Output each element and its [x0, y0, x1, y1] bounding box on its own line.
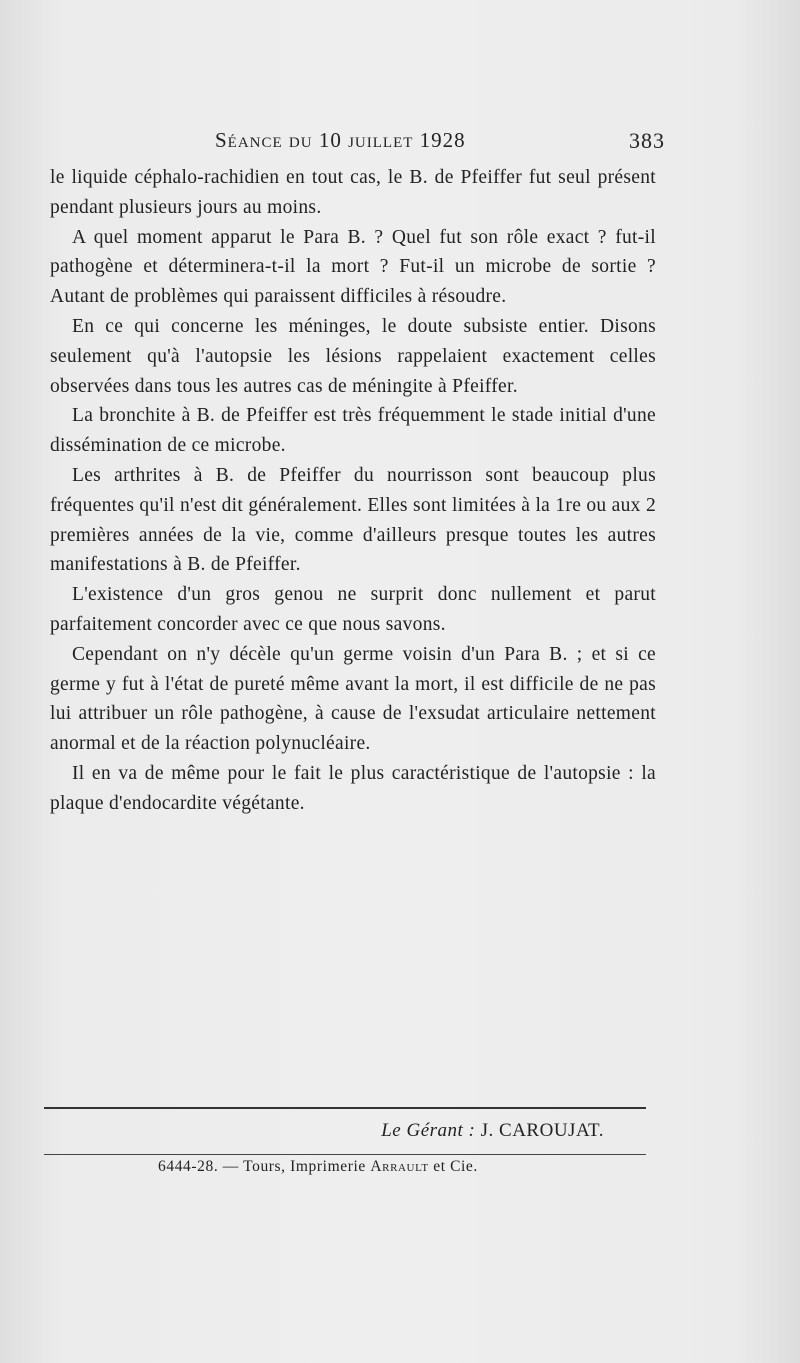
header-title: Séance du 10 juillet 1928 [215, 128, 466, 152]
divider-top [44, 1107, 646, 1109]
printer-imprint [158, 1158, 578, 1176]
signature-role: Le Gérant : [381, 1120, 476, 1141]
paragraph: En ce qui concerne les méninges, le doute subsiste entier. Disons seulement qu'à l'autopsie les lésions rappelaient exactement celles observées dans tous les autres cas de méningite à Pfeiffer. [50, 315, 656, 397]
paragraph: A quel moment apparut le Para B. ? Quel fut son rôle exact ? fut-il pathogène et déterminera-t-il la mort ? Fut-il un microbe de sortie ? Autant de problèmes qui paraissent difficiles à résoudre. [50, 226, 656, 308]
running-header [215, 128, 665, 158]
page-number: 383 [629, 128, 665, 153]
imprint-code: 6444-28. — Tours, Imprimerie [158, 1158, 366, 1175]
signature-name: J. CAROUJAT. [480, 1120, 604, 1141]
body-text [50, 163, 656, 819]
paragraph: L'existence d'un gros genou ne surprit donc nullement et parut parfaitement concorder avec ce que nous savons. [50, 584, 656, 635]
imprint-suffix: et Cie. [433, 1158, 478, 1175]
signature-line [0, 1120, 604, 1142]
imprint-printer: Arrault [370, 1158, 429, 1175]
paragraph: Les arthrites à B. de Pfeiffer du nourrisson sont beaucoup plus fréquentes qu'il n'est dit généralement. Elles sont limitées à la 1re ou aux 2 premières années de la vie, comme d'ailleurs presque toutes les autres manifestations à B. de Pfeiffer. [50, 464, 656, 576]
paragraph: Il en va de même pour le fait le plus caractéristique de l'autopsie : la plaque d'endocardite végétante. [50, 762, 656, 814]
paragraph: La bronchite à B. de Pfeiffer est très fréquemment le stade initial d'une dissémination de ce microbe. [50, 405, 656, 457]
paragraph: Cependant on n'y décèle qu'un germe voisin d'un Para B. ; et si ce germe y fut à l'état de pureté même avant la mort, il est difficile de ne pas lui attribuer un rôle pathogène, à cause de l'exsudat articulaire nettement anormal et de la réaction polynucléaire. [50, 643, 656, 755]
paragraph: le liquide céphalo-rachidien en tout cas, le B. de Pfeiffer fut seul présent pendant plusieurs jours au moins. [50, 167, 656, 218]
divider-bottom [44, 1154, 646, 1155]
